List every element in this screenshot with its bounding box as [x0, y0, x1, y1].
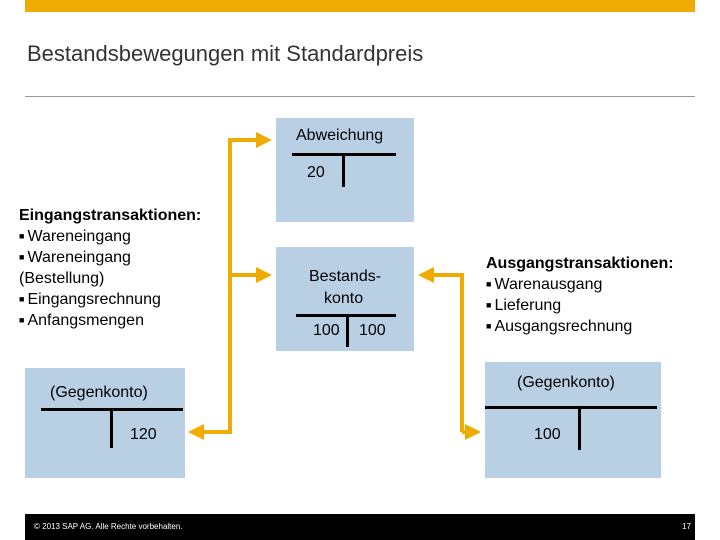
copyright-text: © 2013 SAP AG. Alle Rechte vorbehalten. [34, 522, 183, 531]
page-number: 17 [682, 522, 691, 531]
incoming-item: ■ Wareneingang [19, 226, 201, 247]
gegenkonto-right-debit: 100 [534, 426, 561, 443]
gegenkonto-left-label: (Gegenkonto) [50, 384, 148, 401]
incoming-item: ■ Eingangsrechnung [19, 289, 201, 310]
incoming-item: ■ Wareneingang [19, 247, 201, 268]
outgoing-item: ■ Warenausgang [486, 274, 674, 295]
abweichung-account-label: Abweichung [296, 127, 384, 144]
footer-bar [25, 514, 695, 540]
bestandskonto-debit: 100 [313, 322, 340, 339]
gegenkonto-left-credit: 120 [130, 426, 157, 443]
outgoing-item: ■ Ausgangsrechnung [486, 316, 674, 337]
outgoing-item: ■ Lieferung [486, 295, 674, 316]
arrow-to-abweichung [192, 140, 268, 432]
bestandskonto-label-2: konto [324, 290, 364, 307]
gegenkonto-right-label: (Gegenkonto) [517, 374, 615, 391]
slide-title: Bestandsbewegungen mit Standardpreis [27, 41, 424, 66]
incoming-item: ■ Anfangsmengen [19, 310, 201, 331]
abweichung-debit: 20 [307, 164, 325, 181]
bestandskonto-credit: 100 [359, 322, 386, 339]
outgoing-heading: Ausgangstransaktionen: [486, 255, 674, 272]
incoming-item-continued: (Bestellung) [19, 270, 105, 287]
bestandskonto-label-1: Bestands- [309, 268, 382, 285]
arrow-to-bestandskonto-right [422, 275, 462, 432]
incoming-heading: Eingangstransaktionen: [19, 207, 202, 224]
